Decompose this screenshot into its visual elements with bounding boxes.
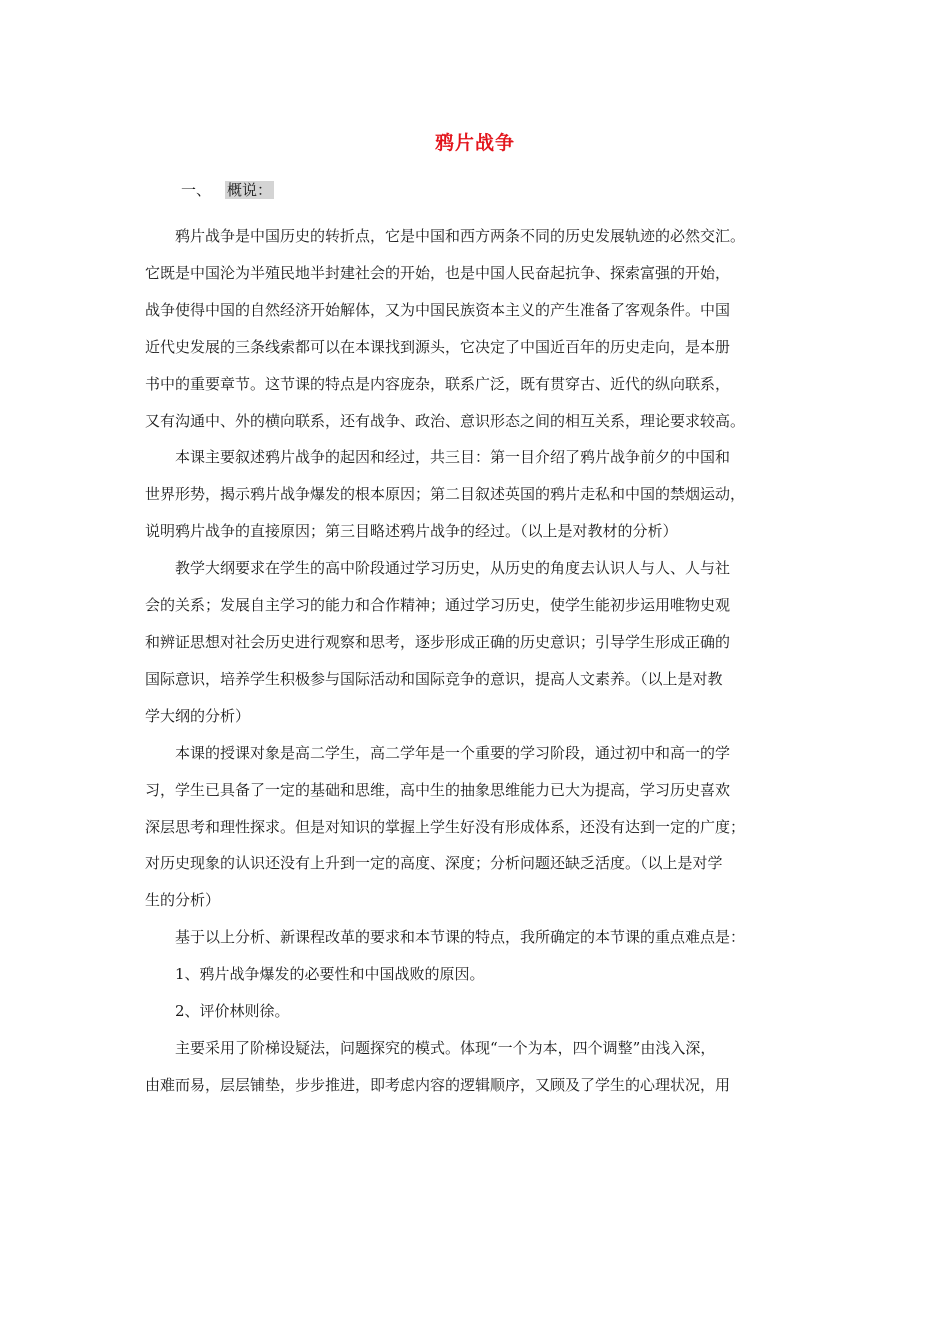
paragraph <box>145 218 810 439</box>
paragraph <box>145 1030 810 1104</box>
paragraph-line: 战争使得中国的自然经济开始解体，又为中国民族资本主义的产生准备了客观条件。中国 <box>145 300 731 319</box>
paragraph-line: 会的关系；发展自主学习的能力和合作精神；通过学习历史，使学生能初步运用唯物史观 <box>145 596 731 615</box>
paragraph <box>145 550 810 735</box>
paragraph <box>145 919 810 956</box>
paragraph-line: 又有沟通中、外的横向联系，还有战争、政治、意识形态之间的相互关系，理论要求较高。 <box>145 411 746 430</box>
paragraph-line: 主要采用了阶梯设疑法，问题探究的模式。体现“一个为本，四个调整”由浅入深， <box>175 1038 716 1057</box>
paragraph-line: 它既是中国沦为半殖民地半封建社会的开始，也是中国人民奋起抗争、探索富强的开始， <box>145 263 731 282</box>
paragraph-line: 对历史现象的认识还没有上升到一定的高度、深度；分析问题还缺乏活度。（以上是对学 <box>145 854 723 873</box>
document-title: 鸦片战争 <box>434 132 515 154</box>
paragraph-line: 由难而易，层层铺垫，步步推进，即考虑内容的逻辑顺序，又顾及了学生的心理状况，用 <box>145 1075 731 1094</box>
paragraph <box>145 956 810 993</box>
paragraph <box>145 439 810 550</box>
paragraph-line: 教学大纲要求在学生的高中阶段通过学习历史，从历史的角度去认识人与人、人与社 <box>175 559 731 578</box>
paragraph-line: 国际意识，培养学生积极参与国际活动和国际竞争的意识，提高人文素养。（以上是对教 <box>145 669 723 688</box>
paragraph-line: 基于以上分析、新课程改革的要求和本节课的特点，我所确定的本节课的重点难点是： <box>175 928 746 947</box>
paragraph-line: 本课的授课对象是高二学生，高二学年是一个重要的学习阶段，通过初中和高一的学 <box>175 743 731 762</box>
paragraph-line: 近代史发展的三条线索都可以在本课找到源头，它决定了中国近百年的历史走向，是本册 <box>145 337 731 356</box>
document-body <box>145 218 810 1104</box>
paragraph-line: 和辨证思想对社会历史进行观察和思考，逐步形成正确的历史意识；引导学生形成正确的 <box>145 632 731 651</box>
paragraph <box>145 993 810 1030</box>
paragraph-line: 世界形势，揭示鸦片战争爆发的根本原因；第二目叙述英国的鸦片走私和中国的禁烟运动， <box>145 485 746 504</box>
section-heading-overview <box>181 180 274 200</box>
paragraph-line: 深层思考和理性探求。但是对知识的掌握上学生好没有形成体系，还没有达到一定的广度； <box>145 817 746 836</box>
paragraph-line: 1、鸦片战争爆发的必要性和中国战败的原因。 <box>175 965 485 984</box>
paragraph-line: 生的分析） <box>145 891 221 910</box>
paragraph-line: 学大纲的分析） <box>145 706 251 725</box>
paragraph-line: 鸦片战争是中国历史的转折点，它是中国和西方两条不同的历史发展轨迹的必然交汇。 <box>175 227 746 245</box>
paragraph-line: 习，学生已具备了一定的基础和思维，高中生的抽象思维能力已大为提高，学习历史喜欢 <box>145 780 731 799</box>
paragraph-line: 2、评价林则徐。 <box>175 1002 290 1021</box>
section-number: 一、 <box>181 181 212 199</box>
paragraph-line: 书中的重要章节。这节课的特点是内容庞杂，联系广泛，既有贯穿古、近代的纵向联系， <box>145 374 731 393</box>
paragraph-line: 说明鸦片战争的直接原因；第三目略述鸦片战争的经过。（以上是对教材的分析） <box>145 522 678 541</box>
paragraph-line: 本课主要叙述鸦片战争的起因和经过，共三目：第一目介绍了鸦片战争前夕的中国和 <box>175 448 731 467</box>
section-heading-text: 概说： <box>227 181 273 199</box>
paragraph <box>145 735 810 920</box>
